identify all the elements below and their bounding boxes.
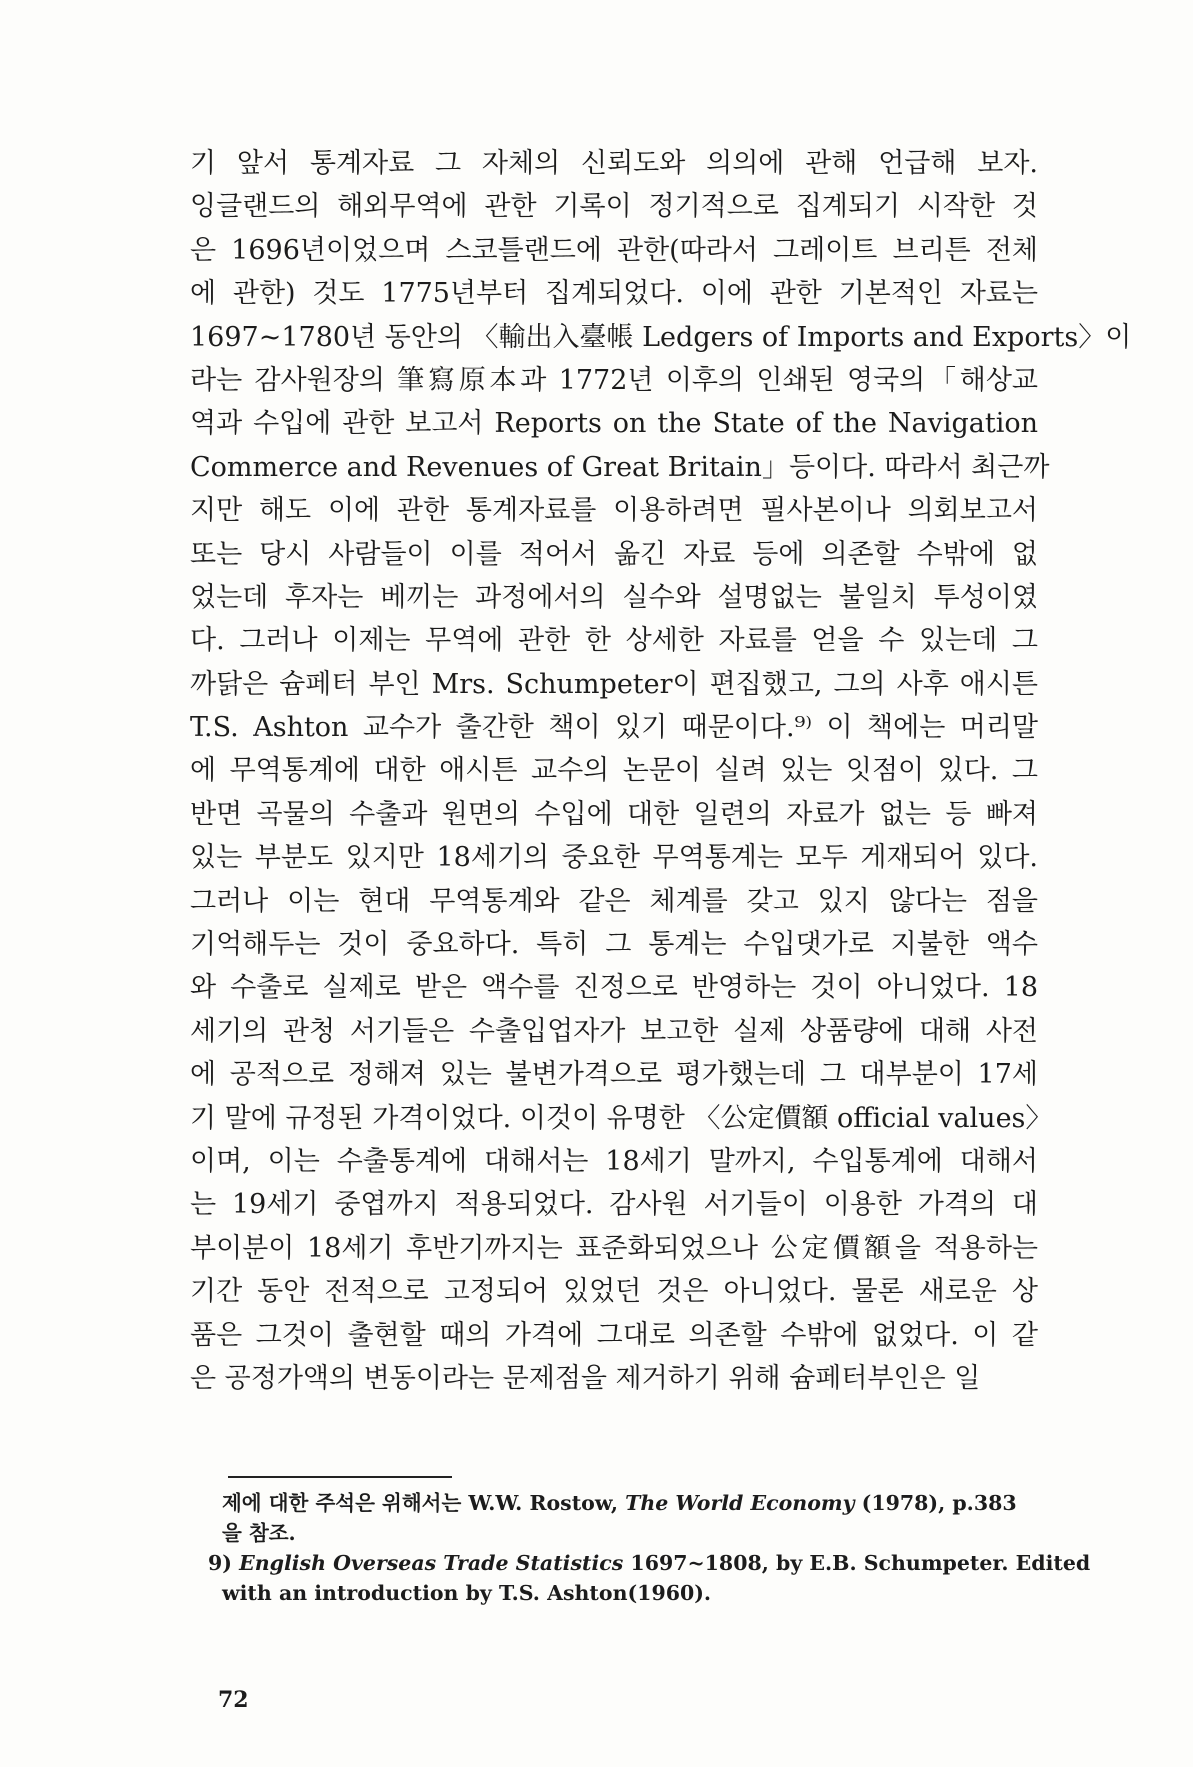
text-line: 기간 동안 전적으로 고정되어 있었던 것은 아니었다. 물론 새로운 상 bbox=[190, 1276, 1038, 1308]
text-line: 는 19세기 중엽까지 적용되었다. 감사원 서기들이 이용한 가격의 대 bbox=[190, 1189, 1038, 1221]
text-line: 기 말에 규정된 가격이었다. 이것이 유명한 〈公定價額 official values〉 bbox=[190, 1102, 1053, 1134]
text-line: 그러나 이는 현대 무역통계와 같은 체계를 갖고 있지 않다는 점을 bbox=[190, 885, 1038, 917]
text-line: Commerce and Revenues of Great Britain」등이다. 따라서 최근까 bbox=[190, 451, 1050, 483]
footnote-book-title: The World Economy bbox=[625, 1491, 855, 1515]
text-line: 이며, 이는 수출통계에 대해서는 18세기 말까지, 수입통계에 대해서 bbox=[190, 1145, 1038, 1177]
text-line: 또는 당시 사람들이 이를 적어서 옮긴 자료 등에 의존할 수밖에 없 bbox=[190, 538, 1038, 570]
footnote-8-line-2: 을 참조. bbox=[222, 1521, 296, 1545]
footnote-book-title: English Overseas Trade Statistics bbox=[239, 1551, 624, 1575]
page-number: 72 bbox=[218, 1687, 249, 1713]
footnote-text: (1978), p.383 bbox=[854, 1491, 1017, 1515]
text-line: 에 관한) 것도 1775년부터 집계되었다. 이에 관한 기본적인 자료는 bbox=[190, 278, 1038, 310]
text-line: 1697~1780년 동안의 〈輸出入臺帳 Ledgers of Imports and Exports〉이 bbox=[190, 321, 1132, 353]
text-line: 부이분이 18세기 후반기까지는 표준화되었으나 公定價額을 적용하는 bbox=[190, 1232, 1038, 1264]
footnotes bbox=[208, 1488, 1091, 1608]
body-text bbox=[190, 142, 1132, 1400]
text-line: 은 1696년이었으며 스코틀랜드에 관한(따라서 그레이트 브리튼 전체 bbox=[190, 234, 1038, 266]
text-line: 기 앞서 통계자료 그 자체의 신뢰도와 의의에 관해 언급해 보자. bbox=[190, 148, 1038, 179]
text-line: 까닭은 슘페터 부인 Mrs. Schumpeter이 편집했고, 그의 사후 애시튼 bbox=[190, 668, 1038, 700]
text-line: 었는데 후자는 베끼는 과정에서의 실수와 설명없는 불일치 투성이였 bbox=[190, 581, 1038, 613]
footnote-text: 제에 대한 주석은 위해서는 W.W. Rostow, bbox=[222, 1491, 626, 1515]
text-line: 다. 그러나 이제는 무역에 관한 한 상세한 자료를 얻을 수 있는데 그 bbox=[190, 625, 1038, 657]
footnote-8-line-1 bbox=[222, 1488, 1042, 1518]
text-line: 와 수출로 실제로 받은 액수를 진정으로 반영하는 것이 아니었다. 18 bbox=[190, 972, 1038, 1004]
text-line: 잉글랜드의 해외무역에 관한 기록이 정기적으로 집계되기 시작한 것 bbox=[190, 191, 1038, 223]
text-line: 있는 부분도 있지만 18세기의 중요한 무역통계는 모두 게재되어 있다. bbox=[190, 842, 1038, 874]
footnote-text: 1697~1808, by E.B. Schumpeter. Edited bbox=[623, 1551, 1091, 1575]
text-line: 세기의 관청 서기들은 수출입업자가 보고한 실제 상품량에 대해 사전 bbox=[190, 1015, 1038, 1047]
text-line: 라는 감사원장의 筆寫原本과 1772년 이후의 인쇄된 영국의「해상교 bbox=[190, 364, 1038, 396]
footnote-9-line-1 bbox=[208, 1548, 1091, 1578]
footnote-divider bbox=[228, 1476, 452, 1478]
footnote-number: 9) bbox=[208, 1551, 240, 1575]
text-line: 에 무역통계에 대한 애시튼 교수의 논문이 실려 있는 잇점이 있다. 그 bbox=[190, 755, 1038, 787]
text-line: 역과 수입에 관한 보고서 Reports on the State of the Navigation bbox=[190, 408, 1038, 440]
text-line: 기억해두는 것이 중요하다. 특히 그 통계는 수입댓가로 지불한 액수 bbox=[190, 929, 1038, 961]
text-line: 지만 해도 이에 관한 통계자료를 이용하려면 필사본이나 의회보고서 bbox=[190, 495, 1038, 527]
text-line: 품은 그것이 출현할 때의 가격에 그대로 의존할 수밖에 없었다. 이 같 bbox=[190, 1319, 1038, 1351]
footnote-9-line-2: with an introduction by T.S. Ashton(1960). bbox=[222, 1581, 712, 1605]
text-line: 은 공정가액의 변동이라는 문제점을 제거하기 위해 슘페터부인은 일 bbox=[190, 1362, 981, 1394]
text-line: 반면 곡물의 수출과 원면의 수입에 대한 일련의 자료가 없는 등 빠져 bbox=[190, 798, 1038, 830]
text-line: 에 공적으로 정해져 있는 불변가격으로 평가했는데 그 대부분이 17세 bbox=[190, 1059, 1038, 1091]
text-line: T.S. Ashton 교수가 출간한 책이 있기 때문이다.⁹⁾ 이 책에는 머리말 bbox=[190, 712, 1038, 744]
